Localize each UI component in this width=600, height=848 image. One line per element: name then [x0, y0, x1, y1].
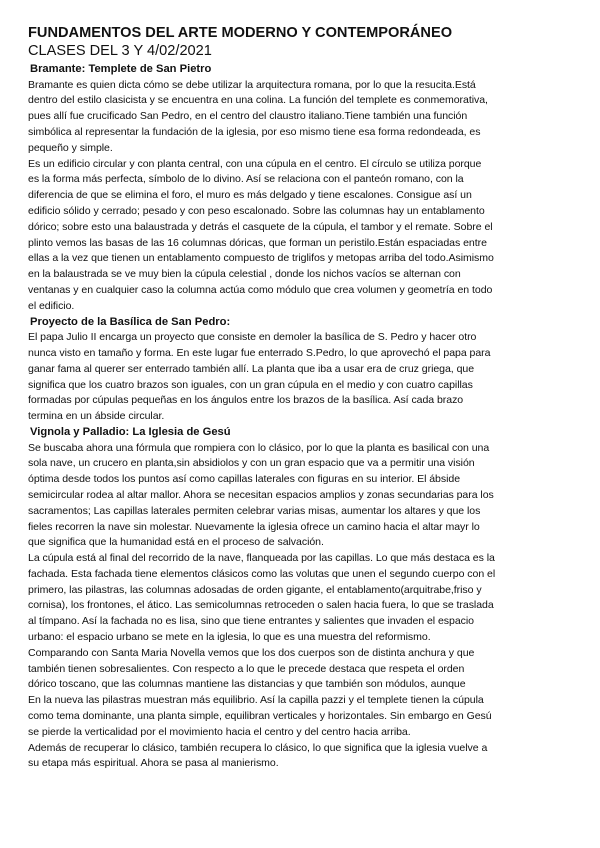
text-line: sacramentos; Las capillas laterales permiten celebrar varias misas, aumentar los altares y que los — [28, 504, 481, 517]
section-basilica-san-pedro — [28, 315, 582, 425]
text-line: dórico; sobre esto una balaustrada y detrás el casquete de la cúpula, el tambor y el remate. Sobre el — [28, 220, 493, 233]
document-subtitle: CLASES DEL 3 Y 4/02/2021 — [28, 43, 212, 59]
text-line: el edificio. — [28, 299, 75, 312]
text-line: Comparando con Santa Maria Novella vemos que los dos cuerpos son de distinta anchura y que — [28, 646, 475, 659]
section-iglesia-gesu — [28, 425, 582, 772]
text-line: también tienen sobresalientes. Con respecto a lo que le precede destaca que respeta el orden — [28, 662, 465, 675]
text-line: en la balaustrada se ve muy bien la cúpula celestial , donde los nichos vacíos se alternan con — [28, 268, 461, 281]
text-line: al tímpano. Así la fachada no es lisa, sino que tiene entrantes y salientes que invaden el espacio — [28, 615, 474, 628]
text-line: primero, las pilastras, las columnas adosadas de orden gigante, el entablamento(arquitrabe,friso y — [28, 583, 482, 596]
document-title: FUNDAMENTOS DEL ARTE MODERNO Y CONTEMPORÁNEO — [28, 25, 453, 41]
text-line: dentro del estilo clasicista y se encuentra en una colina. La función del templete es conmemorativa, — [28, 94, 488, 107]
section-heading: Vignola y Palladio: La Iglesia de Gesú — [30, 425, 231, 438]
text-line: ventanas y en cualquier caso la columna actúa como módulo que crea volumen y geometría en todo — [28, 283, 493, 296]
text-line: pequeño y simple. — [28, 141, 113, 154]
section-heading: Proyecto de la Basílica de San Pedro: — [30, 315, 231, 328]
text-line: fieles recorren la nave sin molestar. Nuevamente la iglesia ofrece un camino hacia el altar mayr lo — [28, 520, 480, 533]
text-line: La cúpula está al final del recorrido de la nave, flanqueada por las capillas. Lo que más destaca es la — [28, 552, 495, 565]
section-body — [28, 78, 582, 315]
text-line: El papa Julio II encarga un proyecto que consiste en demoler la basílica de S. Pedro y hacer otro — [28, 331, 477, 344]
text-line: dórico toscano, que las columnas mantiene las distancias y que también son módulos, aunque — [28, 678, 466, 691]
section-bramante — [28, 62, 582, 315]
text-line: Bramante es quien dicta cómo se debe utilizar la arquitectura romana, por lo que la resucita.Está — [28, 78, 476, 91]
text-line: formadas por cúpulas pequeñas en los ángulos entre los brazos de la basílica. Así cada brazo — [28, 394, 464, 407]
text-line: ellas a la vez que tienen un entablamento compuesto de triglifos y metopas arriba del todo.Asimismo — [28, 252, 494, 265]
text-line: fachada. Esta fachada tiene elementos clásicos como las volutas que unen el segundo cuerpo con el — [28, 567, 496, 580]
text-line: que significa que la humanidad está en el proceso de salvación. — [28, 536, 324, 549]
text-line: Además de recuperar lo clásico, también recupera lo clásico, lo que significa que la iglesia vuelve a — [28, 741, 488, 754]
text-line: significa que los cuatro brazos son iguales, con un gran cúpula en el medio y con cuatro capillas — [28, 378, 473, 391]
text-line: cornisa), los frontones, el ático. Las semicolumnas retroceden o salen hacia fuera, lo que se traslada — [28, 599, 494, 612]
text-line: semicircular rodea al altar mallor. Ahora se necesitan espacios amplios y zonas secundarias para los — [28, 488, 494, 501]
text-line: urbano: el espacio urbano se mete en la iglesia, lo que es una muestra del reformismo. — [28, 631, 431, 644]
section-heading: Bramante: Templete de San Pietro — [30, 63, 212, 75]
text-line: pues allí fue crucificado San Pedro, en el centro del claustro italiano.Tiene también una función — [28, 110, 468, 123]
text-line: En la nueva las pilastras muestran más equilibrio. Así la capilla pazzi y el templete tienen la cúpula — [28, 694, 484, 707]
text-line: Es un edificio circular y con planta central, con una cúpula en el centro. El círculo se utiliza porque — [28, 157, 482, 170]
text-line: simbólica al representar la fundación de la iglesia, por eso mismo tiene esa forma redondeada, es — [28, 125, 481, 138]
section-body — [28, 441, 582, 773]
text-line: ganar fama al querer ser enterrado también allí. La planta que iba a usar era de cruz griega, que — [28, 362, 475, 375]
text-line: diferencia de que se elimina el foro, el muro es más delgado y tiene escalones. Consigue así un — [28, 189, 472, 202]
text-line: óptima desde todos los puntos así como capillas laterales con figuras en su interior. El ábside — [28, 473, 461, 486]
text-line: edificio sólido y cerrado; pesado y con peso escalonado. Sobre las columnas hay un entablamento — [28, 204, 485, 217]
text-line: como tema dominante, una planta simple, equilibran verticales y horizontales. Sin embargo en Gesú — [28, 710, 492, 723]
section-body — [28, 330, 582, 425]
text-line: se pierde la verticalidad por el movimiento hacia el centro y del centro hacia arriba. — [28, 725, 411, 738]
text-line: plinto vemos las basas de las 16 columnas dóricas, que forman un peristilo.Están espaciadas entre — [28, 236, 487, 249]
text-line: termina en un ábside circular. — [28, 410, 165, 423]
text-line: nunca visto en tamaño y forma. En este lugar fue enterrado S.Pedro, lo que aprovechó el papa para — [28, 346, 491, 359]
text-line: es la forma más perfecta, símbolo de lo divino. Así se relaciona con el panteón romano, con la — [28, 173, 464, 186]
text-line: su etapa más espiritual. Ahora se pasa al manierismo. — [28, 757, 279, 770]
text-line: Se buscaba ahora una fórmula que rompiera con lo clásico, por lo que la planta es basilical con una — [28, 441, 490, 454]
text-line: sola nave, un crucero en planta,sin absidiolos y con un gran espacio que va a permitir una visión — [28, 457, 475, 470]
document-page — [28, 24, 582, 772]
